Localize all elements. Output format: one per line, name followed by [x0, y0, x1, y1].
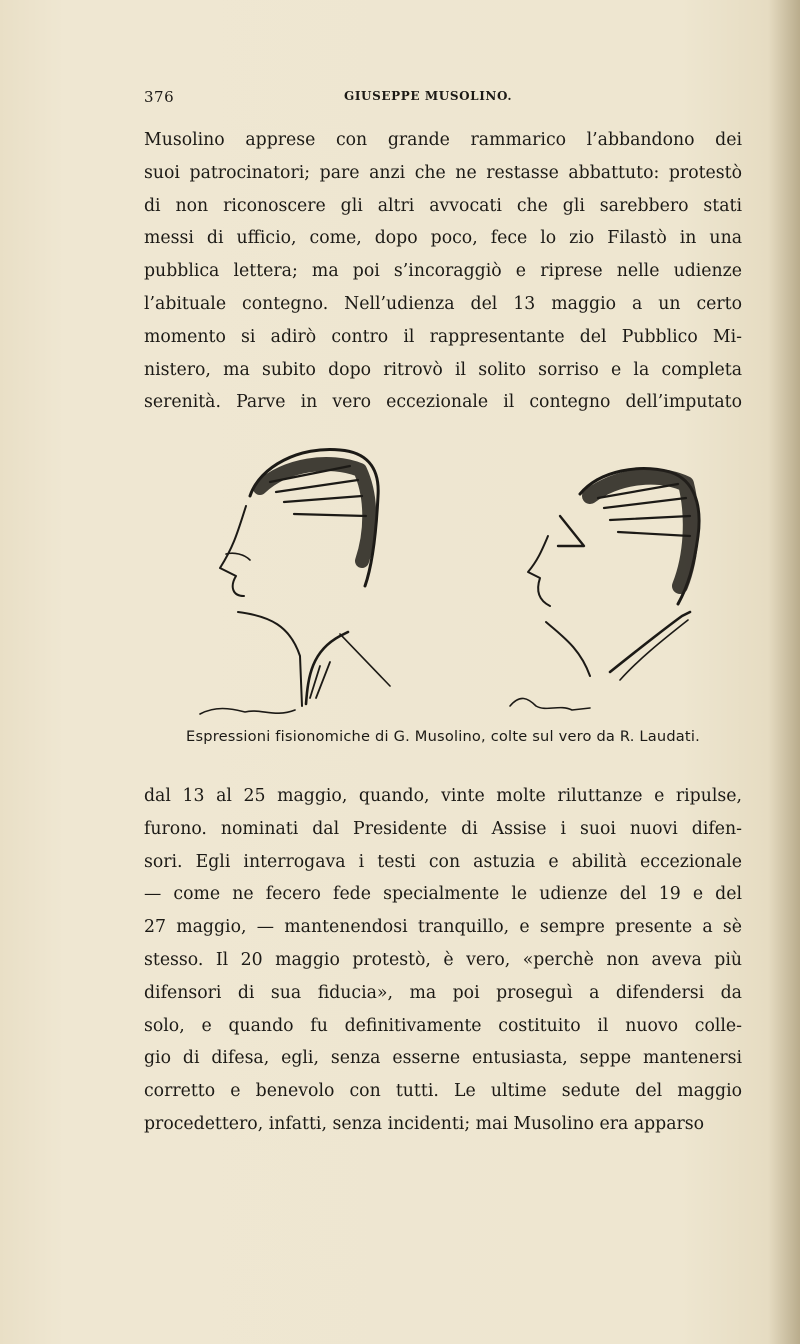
text-line: difensori di sua fiducia», ma poi proseguì a difendersi da: [144, 982, 742, 1003]
text-line: nistero, ma subito dopo ritrovò il solito sorriso e la completa: [144, 359, 742, 380]
text-line: 27 maggio, — mantenendosi tranquillo, e sempre presente a sè: [144, 917, 742, 938]
text-line: suoi patrocinatori; pare anzi che ne restasse abbattuto: protestò: [144, 162, 742, 183]
running-head: GIUSEPPE MUSOLINO.: [344, 89, 513, 103]
text-line: l’abituale contegno. Nell’udienza del 13 maggio a un certo: [144, 293, 742, 314]
text-line: pubblica lettera; ma poi s’incoraggiò e riprese nelle udienze: [144, 261, 742, 282]
text-line: procedettero, infatti, senza incidenti; mai Musolino era apparso: [144, 1113, 705, 1134]
text-line: gio di difesa, egli, senza esserne entusiasta, seppe mantenersi: [144, 1048, 742, 1069]
portrait-sketches: [190, 436, 730, 726]
page-header: [144, 88, 744, 112]
figure-caption: Espressioni fisionomiche di G. Musolino, colte sul vero da R. Laudati.: [186, 728, 700, 745]
right-profile-sketch: [510, 469, 699, 710]
text-line: momento si adirò contro il rappresentante del Pubblico Mi-: [144, 326, 742, 347]
text-line: solo, e quando fu definitivamente costituito il nuovo colle-: [144, 1015, 742, 1036]
text-line: corretto e benevolo con tutti. Le ultime sedute del maggio: [144, 1081, 742, 1102]
paragraph-2: [144, 780, 742, 1141]
text-line: sori. Egli interrogava i testi con astuzia e abilità eccezionale: [144, 851, 742, 872]
text-line: di non riconoscere gli altri avvocati che gli sarebbero stati: [144, 195, 742, 216]
text-line: stesso. Il 20 maggio protestò, è vero, «perchè non aveva più: [144, 949, 742, 970]
paragraph-1: [144, 124, 742, 419]
text-line: dal 13 al 25 maggio, quando, vinte molte riluttanze e ripulse,: [144, 786, 742, 806]
text-line: — come ne fecero fede specialmente le udienze del 19 e del: [144, 884, 742, 905]
text-line: serenità. Parve in vero eccezionale il contegno dell’imputato: [144, 392, 742, 413]
text-line: Musolino apprese con grande rammarico l’abbandono dei: [144, 130, 742, 150]
page-number: 376: [144, 88, 175, 106]
text-line: messi di ufficio, come, dopo poco, fece lo zio Filastò in una: [144, 228, 742, 249]
left-profile-sketch: [200, 449, 390, 714]
text-line: furono. nominati dal Presidente di Assise i suoi nuovi difen-: [144, 818, 742, 839]
